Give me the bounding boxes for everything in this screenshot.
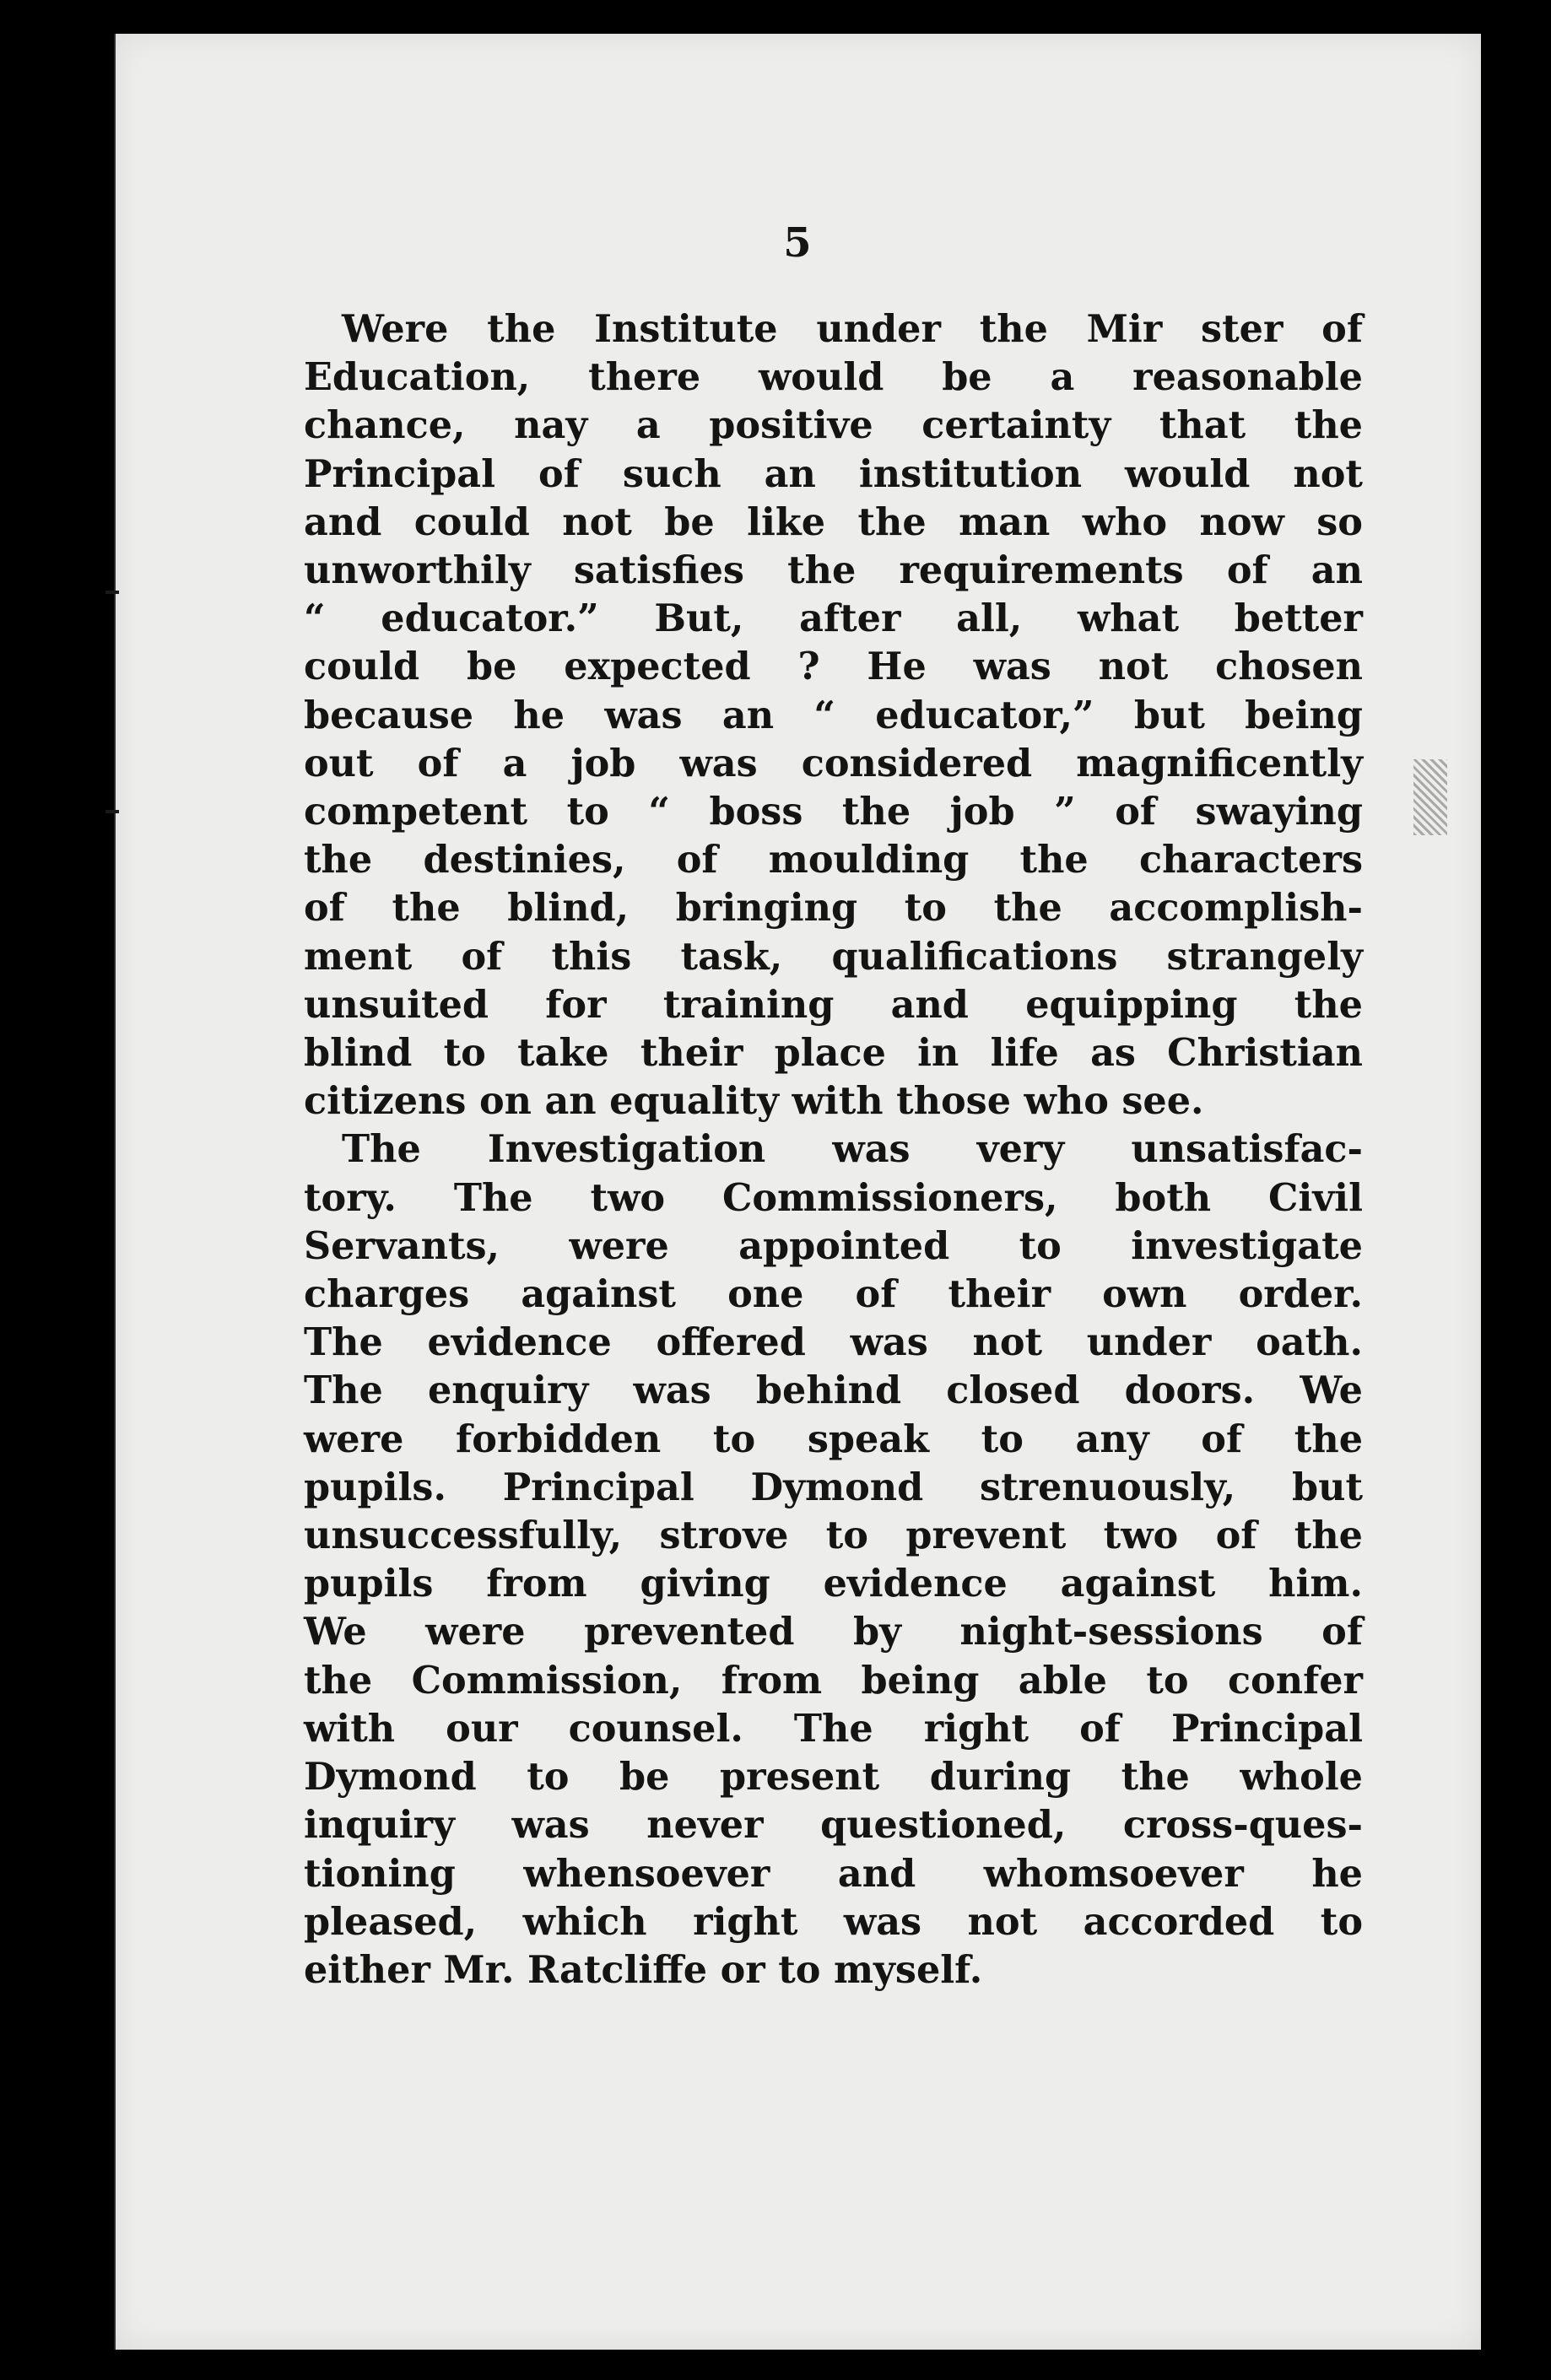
text-line: citizens on an equality with those who see. bbox=[304, 1079, 1204, 1124]
text-line: unsuccessfully, strove to prevent two of the bbox=[304, 1514, 1363, 1558]
text-line: Dymond to be present during the whole bbox=[304, 1755, 1363, 1800]
text-line: of the blind, bringing to the accomplish- bbox=[304, 886, 1363, 931]
text-line: blind to take their place in life as Christian bbox=[304, 1031, 1363, 1076]
text-line: Servants, were appointed to investigate bbox=[304, 1223, 1363, 1268]
text-line: out of a job was considered magnificently bbox=[304, 741, 1363, 785]
text-line: pupils. Principal Dymond strenuously, but bbox=[304, 1465, 1363, 1509]
text-line: The evidence offered was not under oath. bbox=[304, 1320, 1363, 1365]
text-line: because he was an “ educator,” but being bbox=[304, 693, 1363, 737]
text-line: charges against one of their own order. bbox=[304, 1272, 1363, 1317]
text-line: and could not be like the man who now so bbox=[304, 499, 1363, 544]
text-line: We were prevented by night-sessions of bbox=[304, 1610, 1363, 1654]
scanned-page bbox=[114, 34, 1481, 2350]
text-line: ment of this task, qualifications strangely bbox=[304, 934, 1363, 979]
text-line: “ educator.” But, after all, what better bbox=[304, 596, 1363, 641]
text-line: pupils from giving evidence against him. bbox=[304, 1562, 1363, 1606]
text-line: the destinies, of moulding the characters bbox=[304, 838, 1363, 882]
text-line: Education, there would be a reasonable bbox=[304, 355, 1363, 400]
margin-tick-mark bbox=[105, 591, 119, 594]
page-edge-rule bbox=[114, 34, 116, 2350]
text-line: unworthily satisfies the requirements of an bbox=[304, 548, 1363, 593]
text-line: could be expected ? He was not chosen bbox=[304, 645, 1363, 689]
text-line: tory. The two Commissioners, both Civil bbox=[304, 1175, 1363, 1220]
text-line: chance, nay a positive certainty that the bbox=[304, 403, 1363, 448]
text-line: were forbidden to speak to any of the bbox=[304, 1417, 1363, 1461]
text-line: with our counsel. The right of Principal bbox=[304, 1706, 1363, 1751]
margin-tick-mark bbox=[105, 810, 119, 813]
text-line: either Mr. Ratcliffe or to myself. bbox=[304, 1947, 983, 1992]
text-line: competent to “ boss the job ” of swaying bbox=[304, 790, 1363, 834]
text-line: unsuited for training and equipping the bbox=[304, 982, 1363, 1027]
text-line: The enquiry was behind closed doors. We bbox=[304, 1368, 1363, 1413]
scan-noise bbox=[1413, 759, 1447, 835]
text-line: Were the Institute under the Mir ster of bbox=[342, 307, 1363, 351]
body-text bbox=[304, 305, 1363, 1994]
text-line: inquiry was never questioned, cross-ques- bbox=[304, 1803, 1363, 1848]
text-line: The Investigation was very unsatisfac- bbox=[342, 1127, 1363, 1172]
text-line: pleased, which right was not accorded to bbox=[304, 1899, 1363, 1944]
paragraph bbox=[304, 305, 1363, 1125]
text-line: the Commission, from being able to confer bbox=[304, 1658, 1363, 1703]
text-line: Principal of such an institution would not bbox=[304, 451, 1363, 496]
page-number: 5 bbox=[783, 219, 812, 267]
text-line: tioning whensoever and whomsoever he bbox=[304, 1851, 1363, 1896]
paragraph bbox=[304, 1125, 1363, 1994]
